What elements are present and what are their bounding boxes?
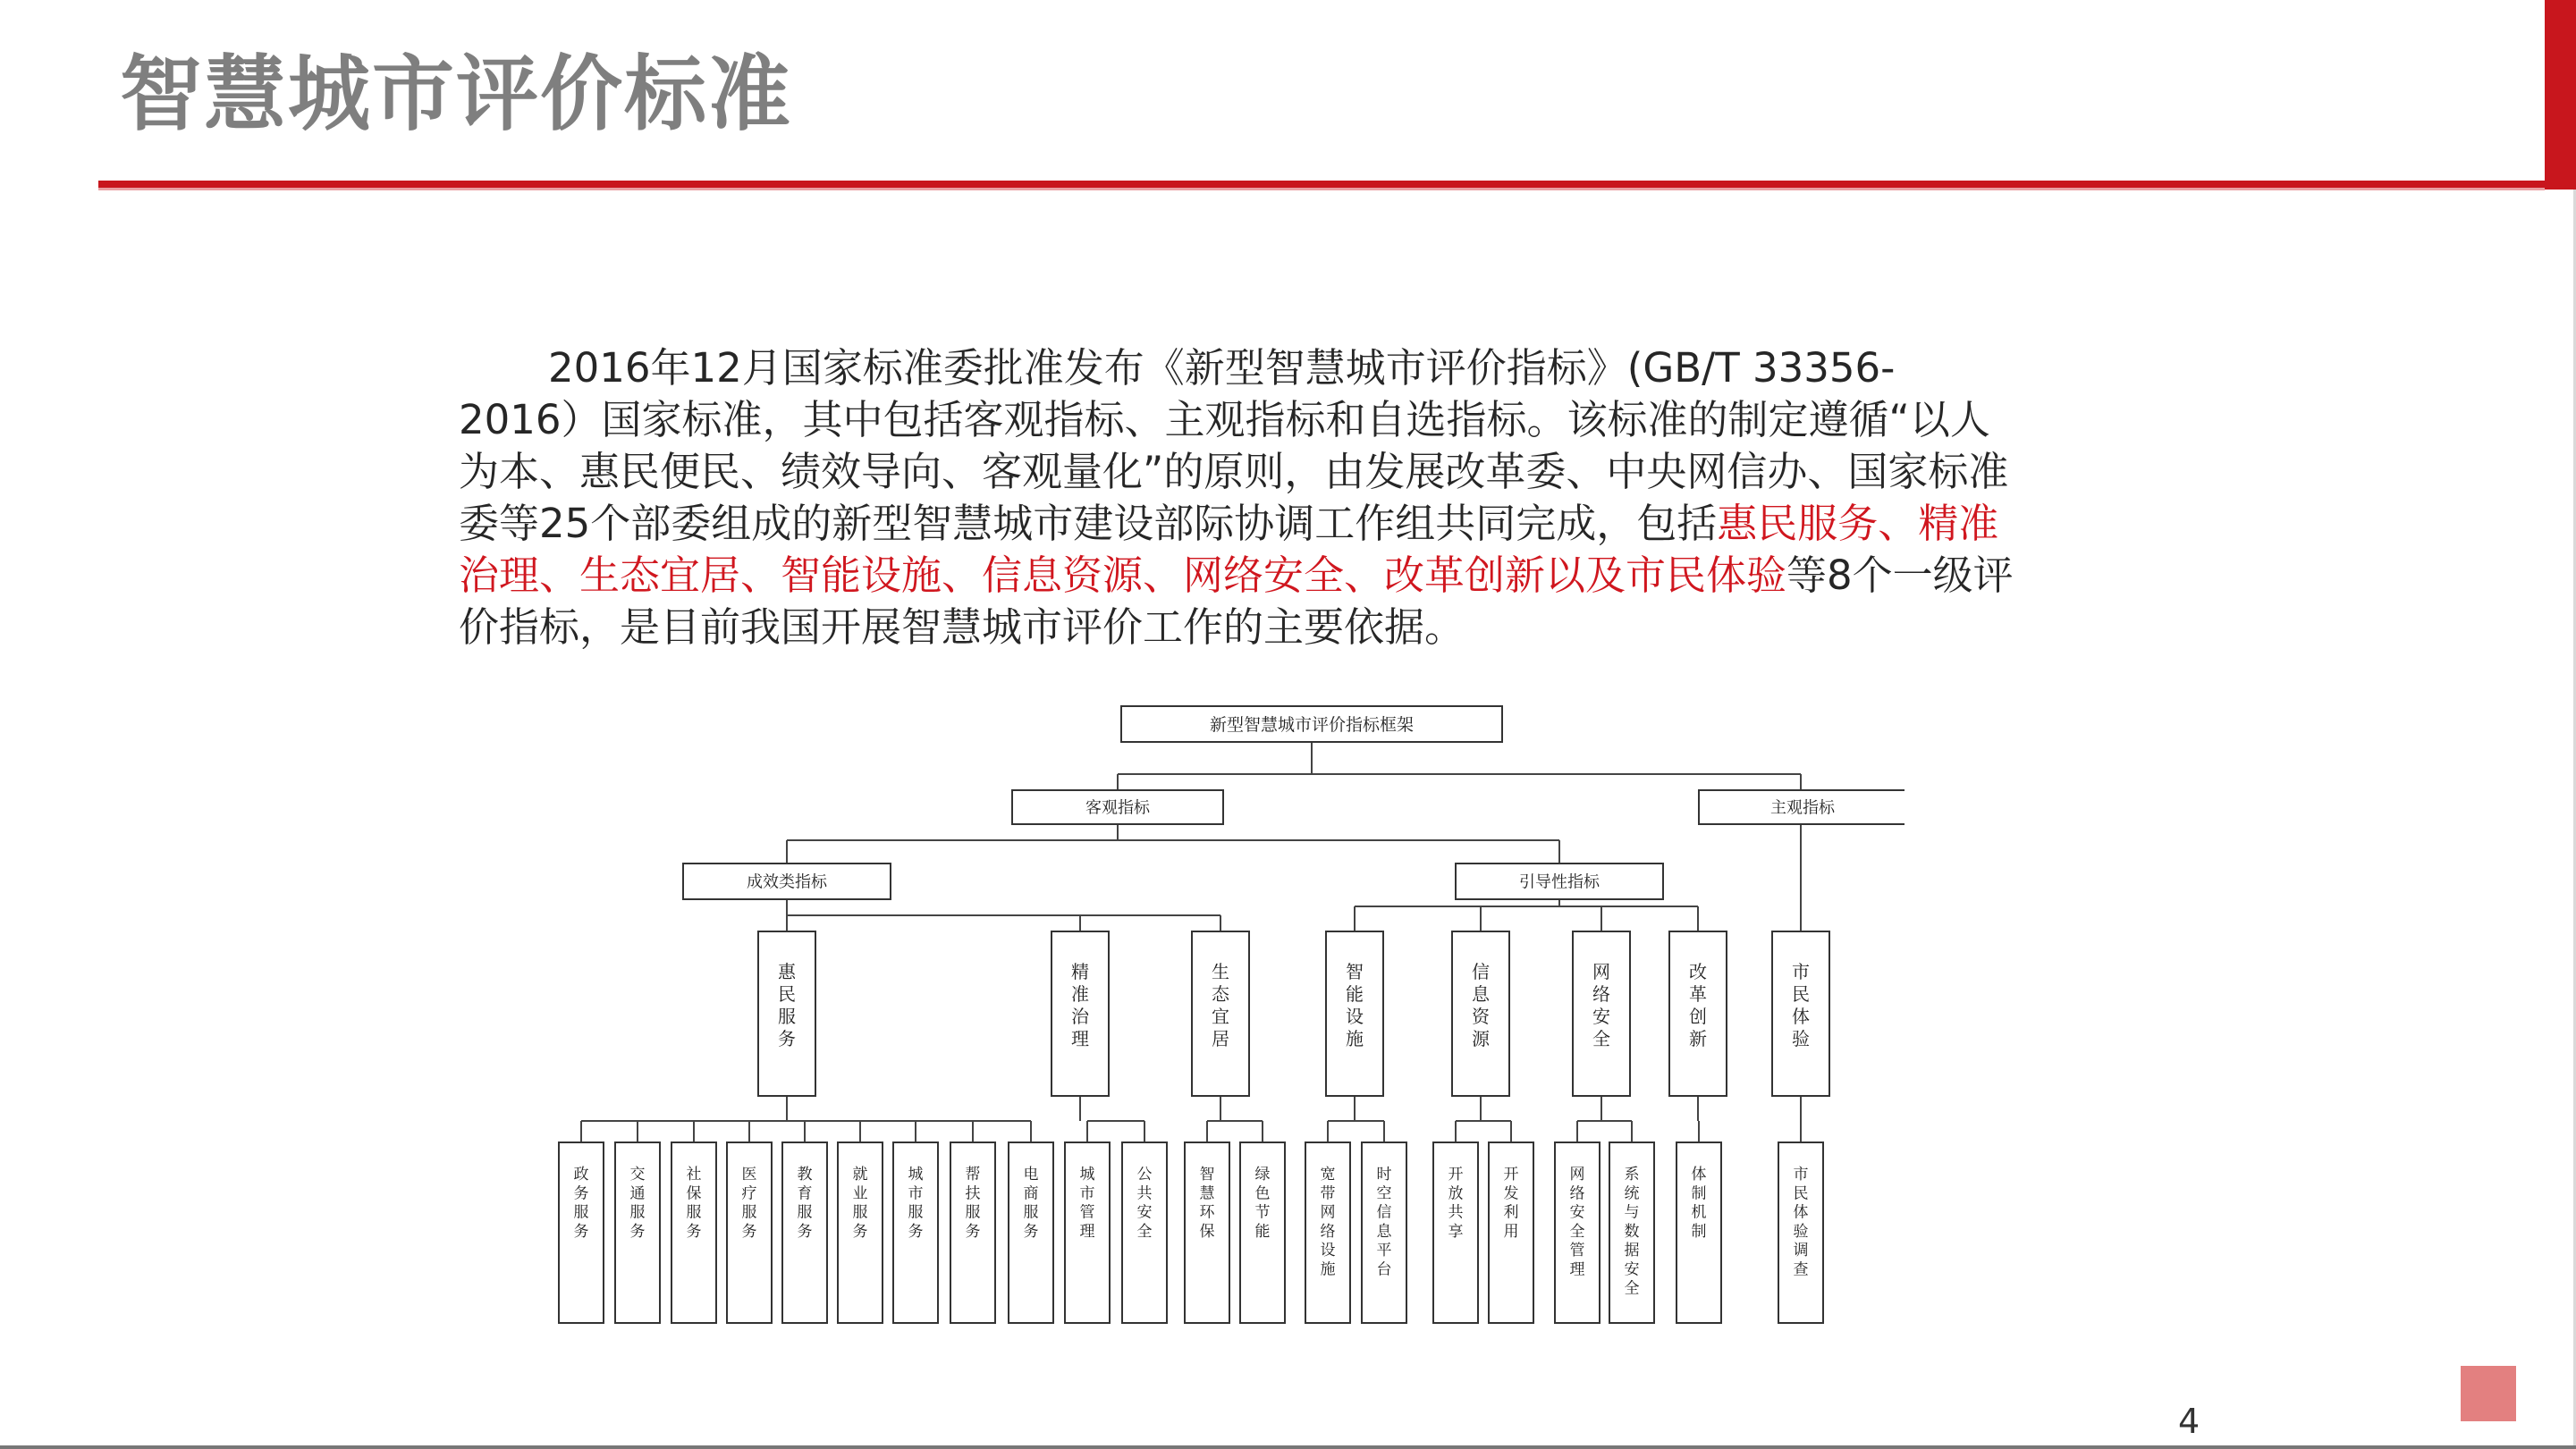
corner-decoration: [2461, 1366, 2516, 1421]
level3-box-2-char: 治: [1071, 1006, 1089, 1027]
level4-box-9: [1009, 1142, 1053, 1323]
level4-box-16-char: 开: [1448, 1166, 1464, 1184]
level4-box-21-char: 民: [1793, 1184, 1809, 1203]
level4-box-14-char: 网: [1320, 1203, 1336, 1222]
level4-box-18: [1555, 1142, 1600, 1323]
accent-bar-right: [2545, 0, 2576, 190]
level4-box-19-char: 统: [1624, 1184, 1640, 1203]
level4-box-9-char: 务: [1023, 1222, 1039, 1241]
level4-box-5: [782, 1142, 827, 1323]
level4-box-6-char: 就: [852, 1166, 868, 1184]
level4-box-4-char: 务: [741, 1222, 757, 1241]
level4-box-21-char: 体: [1793, 1203, 1809, 1222]
level3-box-8-char: 市: [1792, 961, 1810, 982]
level4-box-15-char: 平: [1376, 1242, 1392, 1259]
level3-box-1: [758, 931, 815, 1096]
level4-box-7-char: 务: [908, 1222, 924, 1241]
level4-box-16-char: 放: [1448, 1184, 1464, 1203]
level3-box-3-char: 态: [1212, 983, 1229, 1005]
level4-box-21-char: 验: [1793, 1222, 1809, 1241]
level4-box-17-char: 用: [1503, 1222, 1519, 1241]
level4-box-15-char: 时: [1376, 1166, 1392, 1184]
level4-box-5-char: 服: [797, 1203, 813, 1222]
level3-box-5-char: 源: [1472, 1028, 1490, 1049]
level4-box-18-char: 络: [1569, 1184, 1585, 1203]
level4-box-2-char: 务: [629, 1222, 646, 1241]
level4-box-11-char: 全: [1136, 1222, 1153, 1241]
level4-box-19-char: 据: [1624, 1242, 1640, 1259]
subjective-index-box: [1699, 790, 1905, 824]
level4-box-21-char: 调: [1793, 1242, 1809, 1259]
level3-box-4-char: 智: [1346, 961, 1364, 982]
level4-box-8-char: 服: [965, 1203, 981, 1222]
level3-box-3-char: 生: [1212, 961, 1229, 982]
level3-box-7-char: 改: [1689, 961, 1707, 982]
level4-box-2-char: 通: [629, 1184, 646, 1203]
level4-box-3-char: 社: [686, 1166, 702, 1184]
level4-box-14: [1305, 1142, 1350, 1323]
level3-box-3: [1192, 931, 1249, 1096]
level4-box-10-char: 市: [1079, 1184, 1095, 1203]
level4-box-1-char: 务: [573, 1222, 589, 1241]
level3-box-5-char: 息: [1472, 983, 1490, 1005]
level3-box-4-char: 施: [1346, 1028, 1364, 1049]
level3-box-5: [1452, 931, 1509, 1096]
level4-box-15: [1362, 1142, 1406, 1323]
level3-box-1-char: 服: [778, 1006, 796, 1027]
level4-box-2: [615, 1142, 660, 1323]
level3-box-6: [1573, 931, 1630, 1096]
level4-box-10: [1065, 1142, 1110, 1323]
level4-box-11: [1122, 1142, 1167, 1323]
level4-box-17-char: 发: [1503, 1184, 1519, 1203]
level4-box-21-char: 查: [1793, 1260, 1809, 1279]
level3-box-4: [1326, 931, 1383, 1096]
intro-paragraph: [459, 342, 2014, 653]
guidance-index-box: [1456, 864, 1663, 899]
level4-box-1-char: 服: [573, 1203, 589, 1222]
level4-box-15-char: 信: [1376, 1203, 1392, 1222]
level4-box-9-char: 电: [1023, 1166, 1039, 1184]
framework-tree-svg: [545, 697, 1905, 1341]
level4-box-7: [893, 1142, 938, 1323]
level4-box-18-char: 全: [1569, 1222, 1585, 1241]
level4-box-6: [838, 1142, 883, 1323]
level4-box-14-char: 设: [1320, 1242, 1336, 1259]
title-underline-shadow: [98, 188, 2545, 190]
index-framework-diagram: [545, 697, 1905, 1344]
paragraph-text-part1: 2016年12月国家标准委批准发布《新型智慧城市评价指标》(GB/T 33356-2016）国家标准，其中包括客观指标、主观指标和自选指标。该标准的制定遵循“以人为本、惠民便民、绩效导向、客观量化”的原则，由发展改革委、中央网信办、国家标准委等25个部委组成的新型智慧城市建设部际协调工作组共同完成，包括: [459, 344, 2009, 547]
level4-box-19-char: 数: [1624, 1222, 1640, 1241]
level3-box-5-char: 信: [1472, 961, 1490, 982]
level4-box-8-char: 扶: [965, 1184, 981, 1203]
level3-box-3-char: 宜: [1212, 1006, 1229, 1027]
level3-box-1-char: 民: [778, 983, 796, 1005]
level3-box-3-char: 居: [1212, 1028, 1229, 1049]
level4-box-9-char: 商: [1023, 1184, 1039, 1203]
objective-index-box-label: 客观指标: [1085, 798, 1150, 818]
level4-box-12-char: 保: [1199, 1222, 1215, 1241]
level4-box-15-char: 台: [1376, 1260, 1392, 1279]
level4-box-20-char: 体: [1691, 1166, 1707, 1184]
level3-box-2: [1052, 931, 1109, 1096]
level3-box-1-char: 务: [778, 1028, 796, 1049]
level4-box-15-char: 空: [1376, 1184, 1392, 1203]
level4-box-19-char: 安: [1624, 1260, 1640, 1279]
level4-box-5-char: 育: [797, 1184, 813, 1203]
level3-box-5-char: 资: [1472, 1006, 1490, 1027]
paragraph-highlight: 惠民服务、精准治理、生态宜居、智能设施、信息资源、网络安全、改革创新以及市民体验: [459, 500, 1999, 599]
level3-box-8-char: 体: [1792, 1006, 1810, 1027]
level3-box-8-char: 民: [1792, 983, 1810, 1005]
level3-box-6-char: 络: [1592, 983, 1610, 1005]
level4-box-6-char: 务: [852, 1222, 868, 1241]
page-number: 4: [2178, 1402, 2200, 1441]
level4-box-14-char: 络: [1320, 1222, 1336, 1241]
guidance-index-box-label: 引导性指标: [1519, 872, 1600, 892]
level4-box-4-char: 疗: [741, 1184, 757, 1203]
level4-box-4-char: 服: [741, 1203, 757, 1222]
slide-title: 智慧城市评价标准: [120, 46, 793, 142]
level3-box-4-char: 能: [1346, 983, 1364, 1005]
level4-box-2-char: 服: [629, 1203, 646, 1222]
level4-box-19-char: 全: [1624, 1279, 1640, 1298]
level4-box-10-char: 管: [1079, 1203, 1095, 1222]
level4-box-11-char: 共: [1136, 1184, 1153, 1203]
level4-box-6-char: 服: [852, 1203, 868, 1222]
outcome-index-box-label: 成效类指标: [747, 872, 827, 892]
level4-box-14-char: 宽: [1320, 1166, 1336, 1184]
level4-box-13-char: 节: [1254, 1203, 1271, 1222]
level4-box-14-char: 施: [1320, 1260, 1336, 1279]
level3-box-2-char: 精: [1071, 961, 1089, 982]
level4-box-20-char: 制: [1691, 1222, 1707, 1241]
level4-box-20: [1677, 1142, 1721, 1323]
level4-box-7-char: 服: [908, 1203, 924, 1222]
level4-box-17-char: 开: [1503, 1166, 1519, 1184]
level4-box-3-char: 务: [686, 1222, 702, 1241]
level4-box-16-char: 享: [1448, 1222, 1464, 1241]
level4-box-19-char: 系: [1624, 1166, 1640, 1184]
level4-box-1-char: 务: [573, 1184, 589, 1203]
level4-box-3: [671, 1142, 716, 1323]
paragraph-text-part2: 等8个一级评价指标，是目前我国开展智慧城市评价工作的主要依据。: [459, 552, 2014, 651]
diagram-root-box: [1121, 706, 1502, 742]
level4-box-11-char: 安: [1136, 1203, 1153, 1222]
level3-box-6-char: 安: [1592, 1006, 1610, 1027]
level4-box-13: [1240, 1142, 1285, 1323]
level4-box-12-char: 智: [1199, 1166, 1215, 1184]
level3-box-2-char: 准: [1071, 983, 1089, 1005]
outcome-index-box: [683, 864, 891, 899]
level4-box-20-char: 机: [1691, 1203, 1707, 1222]
level4-box-4-char: 医: [741, 1166, 757, 1184]
level3-box-7-char: 新: [1689, 1028, 1707, 1049]
level4-box-13-char: 绿: [1254, 1166, 1271, 1184]
level3-box-4-char: 设: [1346, 1006, 1364, 1027]
level4-box-10-char: 城: [1079, 1166, 1095, 1184]
level4-box-13-char: 色: [1254, 1184, 1271, 1203]
level4-box-1-char: 政: [573, 1166, 589, 1184]
level4-box-20-char: 制: [1691, 1184, 1707, 1203]
slide-edge-bottom: [0, 1445, 2576, 1449]
level4-box-19: [1609, 1142, 1654, 1323]
level4-box-17-char: 利: [1503, 1203, 1519, 1222]
level4-box-4: [727, 1142, 772, 1323]
level4-box-12-char: 慧: [1199, 1184, 1215, 1203]
level4-box-17: [1489, 1142, 1533, 1323]
level4-box-5-char: 教: [797, 1166, 813, 1184]
level3-box-8: [1772, 931, 1829, 1096]
level4-box-7-char: 城: [908, 1166, 924, 1184]
level3-box-1-char: 惠: [778, 961, 796, 982]
level4-box-7-char: 市: [908, 1184, 924, 1203]
level4-box-5-char: 务: [797, 1222, 813, 1241]
level4-box-21-char: 市: [1793, 1166, 1809, 1184]
level4-box-19-char: 与: [1624, 1203, 1640, 1222]
level4-box-16: [1433, 1142, 1478, 1323]
level3-box-6-char: 网: [1592, 961, 1610, 982]
level4-box-16-char: 共: [1448, 1203, 1464, 1222]
level3-box-7-char: 革: [1689, 983, 1707, 1005]
level4-box-8-char: 务: [965, 1222, 981, 1241]
level4-box-18-char: 安: [1569, 1203, 1585, 1222]
level4-box-1: [559, 1142, 604, 1323]
level4-box-3-char: 保: [686, 1184, 702, 1203]
level3-box-8-char: 验: [1792, 1028, 1810, 1049]
level4-box-2-char: 交: [629, 1166, 646, 1184]
level3-box-7-char: 创: [1689, 1006, 1707, 1027]
level4-box-15-char: 息: [1376, 1222, 1392, 1241]
level3-box-2-char: 理: [1071, 1028, 1089, 1049]
level4-box-8: [950, 1142, 995, 1323]
level3-box-6-char: 全: [1592, 1028, 1610, 1049]
level4-box-18-char: 网: [1569, 1166, 1585, 1184]
level4-box-12: [1185, 1142, 1229, 1323]
level4-box-3-char: 服: [686, 1203, 702, 1222]
objective-index-box: [1012, 790, 1223, 824]
title-underline: [98, 181, 2545, 188]
level4-box-8-char: 帮: [965, 1166, 981, 1184]
level4-box-14-char: 带: [1320, 1184, 1336, 1203]
subjective-index-box-label: 主观指标: [1770, 798, 1835, 818]
level4-box-18-char: 理: [1569, 1260, 1585, 1279]
level4-box-9-char: 服: [1023, 1203, 1039, 1222]
level4-box-6-char: 业: [852, 1184, 868, 1203]
level4-box-11-char: 公: [1136, 1166, 1153, 1184]
diagram-root-box-label: 新型智慧城市评价指标框架: [1209, 714, 1415, 735]
level3-box-7: [1669, 931, 1727, 1096]
level4-box-13-char: 能: [1254, 1222, 1271, 1241]
level4-box-18-char: 管: [1569, 1242, 1585, 1259]
level4-box-21: [1778, 1142, 1823, 1323]
level4-box-12-char: 环: [1199, 1203, 1215, 1222]
level4-box-10-char: 理: [1079, 1222, 1095, 1241]
